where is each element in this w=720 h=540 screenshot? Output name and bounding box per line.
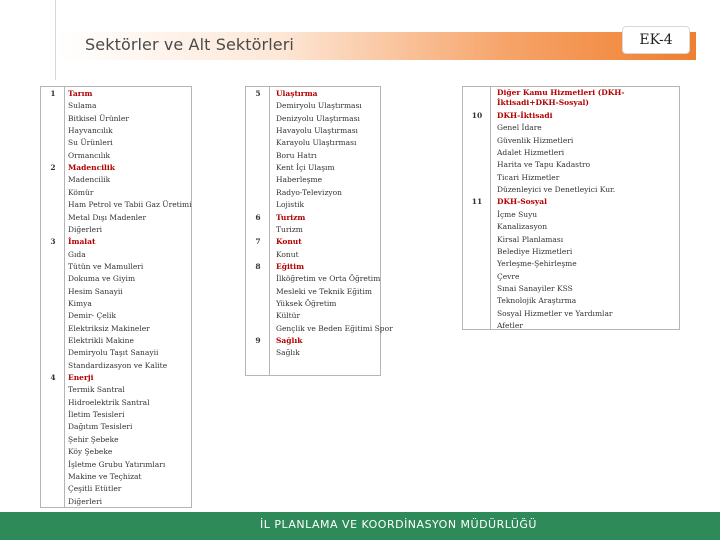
subsector-row [246, 347, 380, 360]
subsector-row [41, 174, 191, 187]
subsector-row [41, 496, 191, 509]
subsector-name: Lojistik [276, 200, 305, 210]
subsector-name: Harita ve Tapu Kadastro [497, 160, 591, 170]
subsector-name: Sulama [68, 101, 97, 111]
subsector-row [246, 298, 380, 311]
subsector-name: Kömür [68, 187, 94, 197]
sector-table-3 [462, 86, 680, 330]
subsector-row [41, 323, 191, 336]
subsector-row [41, 421, 191, 434]
subsector-row [41, 446, 191, 459]
subsector-row [246, 137, 380, 150]
sector-heading-row [463, 88, 679, 110]
subsector-row [463, 147, 679, 160]
subsector-name: Demiryolu Ulaştırması [276, 101, 362, 111]
sector-heading-row [41, 372, 191, 385]
sector-number: 1 [50, 89, 56, 98]
subsector-name: Teknolojik Araştırma [497, 296, 577, 306]
subsector-row [246, 249, 380, 262]
subsector-name: Sınai Sanayiler KSS [497, 283, 573, 293]
subsector-name: Belediye Hizmetleri [497, 246, 573, 256]
sector-number: 4 [50, 373, 56, 383]
subsector-name: Köy Şebeke [68, 447, 113, 457]
subsector-row [463, 172, 679, 185]
subsector-name: Konut [276, 249, 299, 259]
sector-name: DKH-Sosyal [497, 197, 547, 207]
subsector-row [41, 347, 191, 360]
subsector-name: Kanalizasyon [497, 222, 548, 232]
subsector-name: Dağıtım Tesisleri [68, 422, 133, 432]
subsector-name: Sağlık [276, 348, 300, 358]
subsector-name: Hidroelektrik Santral [68, 397, 150, 407]
subsector-row [246, 100, 380, 113]
sector-name: Enerji [68, 373, 94, 383]
subsector-name: Sosyal Hizmetler ve Yardımlar [497, 308, 613, 318]
subsector-name: Termik Santral [68, 385, 125, 395]
subsector-row [41, 199, 191, 212]
subsector-row [246, 113, 380, 126]
sector-name: Madencilik [68, 163, 115, 173]
sector-heading-row [463, 196, 679, 209]
subsector-row [41, 483, 191, 496]
sector-name: DKH-İktisadi [497, 111, 553, 120]
subsector-row [41, 249, 191, 262]
subsector-row [463, 258, 679, 271]
sector-heading-row [41, 162, 191, 175]
subsector-name: Demiryolu Taşıt Sanayii [68, 348, 159, 358]
subsector-row [41, 286, 191, 299]
sector-heading-row [41, 236, 191, 249]
sector-number: 7 [255, 237, 261, 247]
subsector-name: Karayolu Ulaştırması [276, 138, 357, 148]
footer-bar [0, 512, 720, 540]
subsector-row [463, 283, 679, 296]
subsector-name: Kimya [68, 298, 92, 308]
subsector-name: Çevre [497, 271, 520, 281]
subsector-name: Madencilik [68, 175, 111, 185]
subsector-row [41, 409, 191, 422]
subsector-row [246, 199, 380, 212]
subsector-row [463, 159, 679, 172]
sector-table-2 [245, 86, 393, 376]
sector-number: 5 [255, 89, 261, 98]
sector-heading-row [41, 88, 191, 101]
subsector-name: Genel İdare [497, 123, 542, 133]
subsector-row [41, 187, 191, 200]
subsector-row [463, 122, 679, 135]
subsector-row [41, 310, 191, 323]
subsector-name: Tütün ve Mamulleri [68, 261, 144, 271]
sector-number: 9 [255, 336, 261, 345]
sector-number: 11 [471, 197, 483, 207]
subsector-name: Elektrikli Makine [68, 336, 134, 345]
sector-name: İmalat [68, 237, 96, 247]
subsector-name: Ticari Hizmetler [497, 172, 560, 182]
subsector-row [463, 184, 679, 197]
subsector-name: Afetler [497, 320, 523, 330]
subsector-row [246, 150, 380, 163]
subsector-name: İşletme Grubu Yatırımları [68, 459, 166, 469]
subsector-name: Güvenlik Hizmetleri [497, 135, 574, 145]
subsector-name: Diğerleri [68, 496, 103, 506]
subsector-row [463, 308, 679, 321]
subsector-name: Havayolu Ulaştırması [276, 126, 358, 136]
subsector-name: Bitkisel Ürünler [68, 113, 129, 123]
sector-name: Ulaştırma [276, 89, 318, 98]
subsector-row [463, 320, 679, 333]
subsector-name: İçme Suyu [497, 209, 538, 219]
subsector-name: Düzenleyici ve Denetleyici Kur. [497, 185, 616, 195]
subsector-name: Elektriksiz Makineler [68, 323, 150, 333]
subsector-row [246, 224, 380, 237]
subsector-name: Gıda [68, 249, 86, 259]
sector-heading-row [246, 261, 380, 274]
subsector-row [41, 335, 191, 348]
subsector-name: Haberleşme [276, 175, 323, 185]
sector-heading-row [246, 236, 380, 249]
subsector-name: Dokuma ve Giyim [68, 274, 136, 284]
subsector-name: Gençlik ve Beden Eğitimi Spor [276, 323, 393, 333]
subsector-name: Yüksek Öğretim [276, 298, 337, 308]
subsector-row [41, 212, 191, 225]
subsector-name: Su Ürünleri [68, 138, 113, 148]
subsector-name: Hayvancılık [68, 126, 113, 136]
subsector-name: İletim Tesisleri [68, 410, 125, 420]
footer-text: İL PLANLAMA VE KOORDİNASYON MÜDÜRLÜĞÜ [260, 518, 537, 531]
subsector-row [41, 100, 191, 113]
subsector-name: Boru Hatrı [276, 150, 317, 160]
subsector-row [41, 137, 191, 150]
subsector-name: Şehir Şebeke [68, 434, 119, 444]
subsector-name: Denizyolu Ulaştırması [276, 113, 360, 123]
subsector-row [41, 360, 191, 373]
subsector-name: Makine ve Teçhizat [68, 471, 142, 481]
subsector-name: Hesim Sanayii [68, 286, 123, 296]
subsector-row [246, 323, 393, 336]
sector-heading-row [246, 335, 380, 348]
subsector-name: Yerleşme-Şehirleşme [497, 259, 577, 269]
subsector-name: İlköğretim ve Orta Öğretim [276, 274, 381, 284]
subsector-row [41, 150, 191, 163]
sector-name: Sağlık [276, 336, 303, 345]
subsector-name: Ham Petrol ve Tabii Gaz Üretimi [68, 200, 192, 210]
sector-name: Konut [276, 237, 302, 247]
subsector-row [246, 187, 380, 200]
subsector-name: Çeşitli Etütler [68, 484, 122, 494]
subsector-row [41, 298, 191, 311]
subsector-row [41, 261, 191, 274]
subsector-name: Turizm [276, 224, 303, 234]
sector-number: 10 [471, 111, 483, 120]
page-title: Sektörler ve Alt Sektörleri [85, 35, 294, 54]
subsector-name: Adalet Hizmetleri [497, 148, 565, 158]
sector-name: Diğer Kamu Hizmetleri (DKH-İktisadi+DKH-Sosyal) [497, 88, 625, 107]
subsector-row [463, 271, 679, 284]
subsector-row [246, 125, 380, 138]
subsector-name: Kültür [276, 311, 301, 321]
sector-table-1 [40, 86, 192, 508]
subsector-row [41, 273, 191, 286]
sector-name: Tarım [68, 89, 93, 98]
subsector-row [463, 209, 679, 222]
subsector-name: Diğerleri [68, 224, 103, 234]
sector-heading-row [246, 88, 380, 101]
sector-name: Eğitim [276, 261, 305, 271]
sector-heading-row [463, 110, 679, 123]
subsector-name: Ormancılık [68, 150, 111, 160]
subsector-row [463, 295, 679, 308]
sector-number: 2 [50, 163, 56, 173]
subsector-row [246, 174, 380, 187]
sector-heading-row [246, 212, 380, 225]
subsector-row [463, 234, 679, 247]
subsector-row [246, 162, 380, 175]
subsector-name: Kent İçi Ulaşım [276, 163, 335, 173]
subsector-row [463, 135, 679, 148]
sector-number: 3 [50, 237, 56, 247]
subsector-row [246, 310, 380, 323]
subsector-name: Mesleki ve Teknik Eğitim [276, 286, 372, 296]
subsector-row [463, 246, 679, 259]
annex-badge: EK-4 [622, 26, 690, 54]
subsector-row [246, 286, 380, 299]
subsector-name: Standardizasyon ve Kalite [68, 360, 168, 370]
subsector-row [246, 273, 380, 286]
subsector-row [41, 459, 191, 472]
subsector-name: Demir- Çelik [68, 311, 116, 321]
subsector-row [41, 384, 191, 397]
subsector-name: Kirsal Planlaması [497, 234, 564, 244]
subsector-row [463, 221, 679, 234]
subsector-row [41, 113, 191, 126]
subsector-name: Radyo-Televizyon [276, 187, 342, 197]
subsector-row [41, 434, 191, 447]
sector-number: 6 [255, 212, 261, 222]
subsector-row [41, 125, 191, 138]
sector-number: 8 [255, 261, 261, 271]
subsector-name: Metal Dışı Madenler [68, 212, 147, 222]
subsector-row [41, 471, 191, 484]
subsector-row [41, 224, 191, 237]
subsector-row [41, 397, 191, 410]
sector-name: Turizm [276, 212, 306, 222]
